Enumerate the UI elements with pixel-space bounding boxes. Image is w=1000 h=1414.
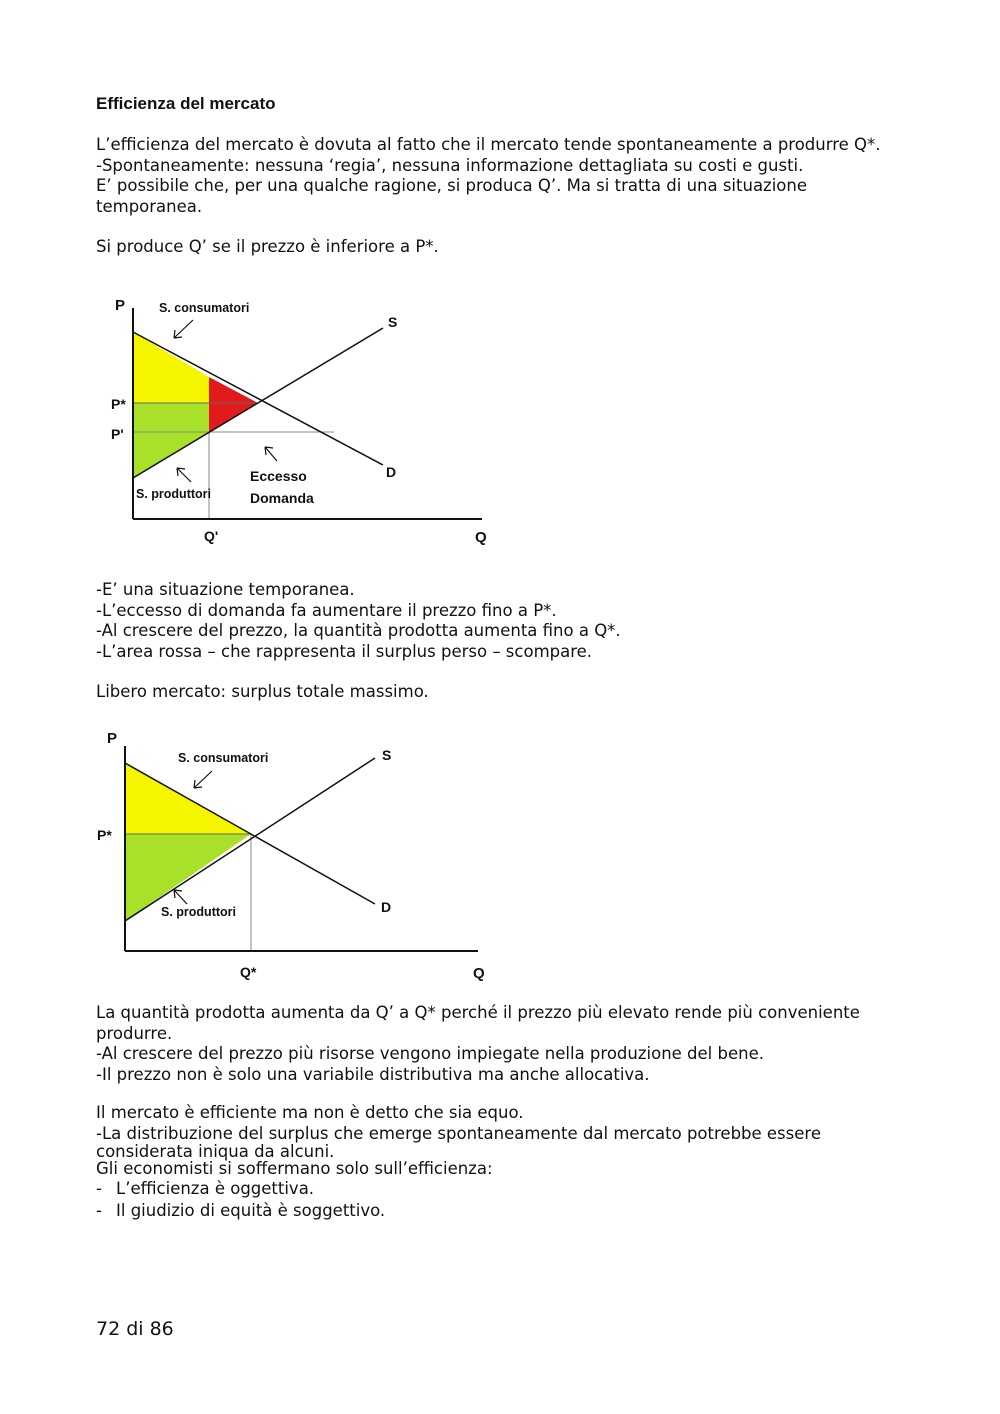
- excess-label-1: Eccesso: [250, 468, 307, 484]
- free-market-line: [96, 682, 896, 703]
- section-title: Efficienza del mercato: [96, 94, 276, 113]
- p-axis-label: P: [107, 730, 118, 747]
- arrow-consumer: [174, 320, 193, 338]
- consumer-surplus-label: S. consumatori: [159, 301, 250, 315]
- page-number: 72 di 86: [96, 1318, 174, 1340]
- producer-surplus-label: S. produttori: [161, 905, 236, 919]
- text-line: produrre.: [96, 1023, 173, 1043]
- intro-paragraph-2: [96, 237, 896, 258]
- explanation-paragraph: [96, 580, 896, 662]
- bullet-item: - Il giudizio di equità è soggettivo.: [96, 1201, 386, 1221]
- excess-label-2: Domanda: [250, 490, 314, 506]
- consumer-surplus-area: [133, 332, 209, 403]
- bullet-item: - L’efficienza è oggettiva.: [96, 1179, 315, 1199]
- text-line: considerata iniqua da alcuni.: [96, 1142, 335, 1162]
- intro-paragraph: [96, 135, 896, 217]
- supply-label: S: [388, 314, 398, 330]
- text-line: -La distribuzione del surplus che emerge spontaneamente dal mercato potrebbe essere: [96, 1123, 821, 1143]
- p-star-label: P*: [111, 396, 126, 412]
- arrow-consumer: [194, 771, 212, 788]
- q-axis-label: Q: [473, 965, 485, 982]
- q-star-label: Q*: [240, 964, 257, 980]
- q-axis-label: Q: [475, 529, 487, 546]
- p-star-label: P*: [97, 827, 112, 843]
- arrow-producer: [174, 890, 187, 904]
- demand-label: D: [386, 464, 397, 480]
- producer-surplus-area: [133, 403, 209, 432]
- text-line: -L’area rossa – che rappresenta il surplus perso – scompare.: [96, 641, 593, 661]
- text-line: -Al crescere del prezzo, la quantità prodotta aumenta fino a Q*.: [96, 621, 621, 641]
- demand-label: D: [381, 899, 392, 915]
- text-line: Gli economisti si soffermano solo sull’efficienza:: [96, 1159, 493, 1179]
- arrow-producer: [177, 468, 191, 482]
- p-prime-label: P': [111, 426, 124, 442]
- equity-paragraph: [96, 1103, 896, 1222]
- p-axis-label: P: [115, 297, 126, 314]
- text-line: -Al crescere del prezzo più risorse vengono impiegate nella produzione del bene.: [96, 1044, 764, 1064]
- bullet-text: Il giudizio di equità è soggettivo.: [116, 1201, 386, 1221]
- text-line: -L’eccesso di domanda fa aumentare il prezzo fino a P*.: [96, 600, 557, 620]
- text-line: Si produce Q’ se il prezzo è inferiore a P*.: [96, 237, 439, 256]
- text-line: La quantità prodotta aumenta da Q’ a Q* perché il prezzo più elevato rende più conveniente: [96, 1003, 860, 1022]
- text-line: temporanea.: [96, 196, 203, 216]
- text-line: E’ possibile che, per una qualche ragione, si produca Q’. Ma si tratta di una situazione: [96, 176, 808, 196]
- text-line: L’efficienza del mercato è dovuta al fatto che il mercato tende spontaneamente a produrre Q*.: [96, 135, 881, 154]
- text-line: Libero mercato: surplus totale massimo.: [96, 682, 429, 701]
- q-prime-label: Q': [204, 528, 219, 544]
- producer-surplus-label: S. produttori: [136, 487, 211, 501]
- bullet-text: L’efficienza è oggettiva.: [116, 1179, 315, 1199]
- quantity-paragraph: [96, 1003, 896, 1085]
- figure-total-surplus: [90, 726, 500, 992]
- supply-label: S: [382, 747, 392, 763]
- text-line: -Spontaneamente: nessuna ‘regia’, nessuna informazione dettagliata su costi e gusti.: [96, 155, 804, 175]
- arrow-excess: [265, 447, 277, 461]
- text-line: -E’ una situazione temporanea.: [96, 580, 355, 599]
- consumer-surplus-label: S. consumatori: [178, 751, 269, 765]
- text-line: -Il prezzo non è solo una variabile distributiva ma anche allocativa.: [96, 1064, 650, 1084]
- figure-surplus-deadweight: [100, 290, 500, 559]
- text-line: Il mercato è efficiente ma non è detto che sia equo.: [96, 1103, 524, 1122]
